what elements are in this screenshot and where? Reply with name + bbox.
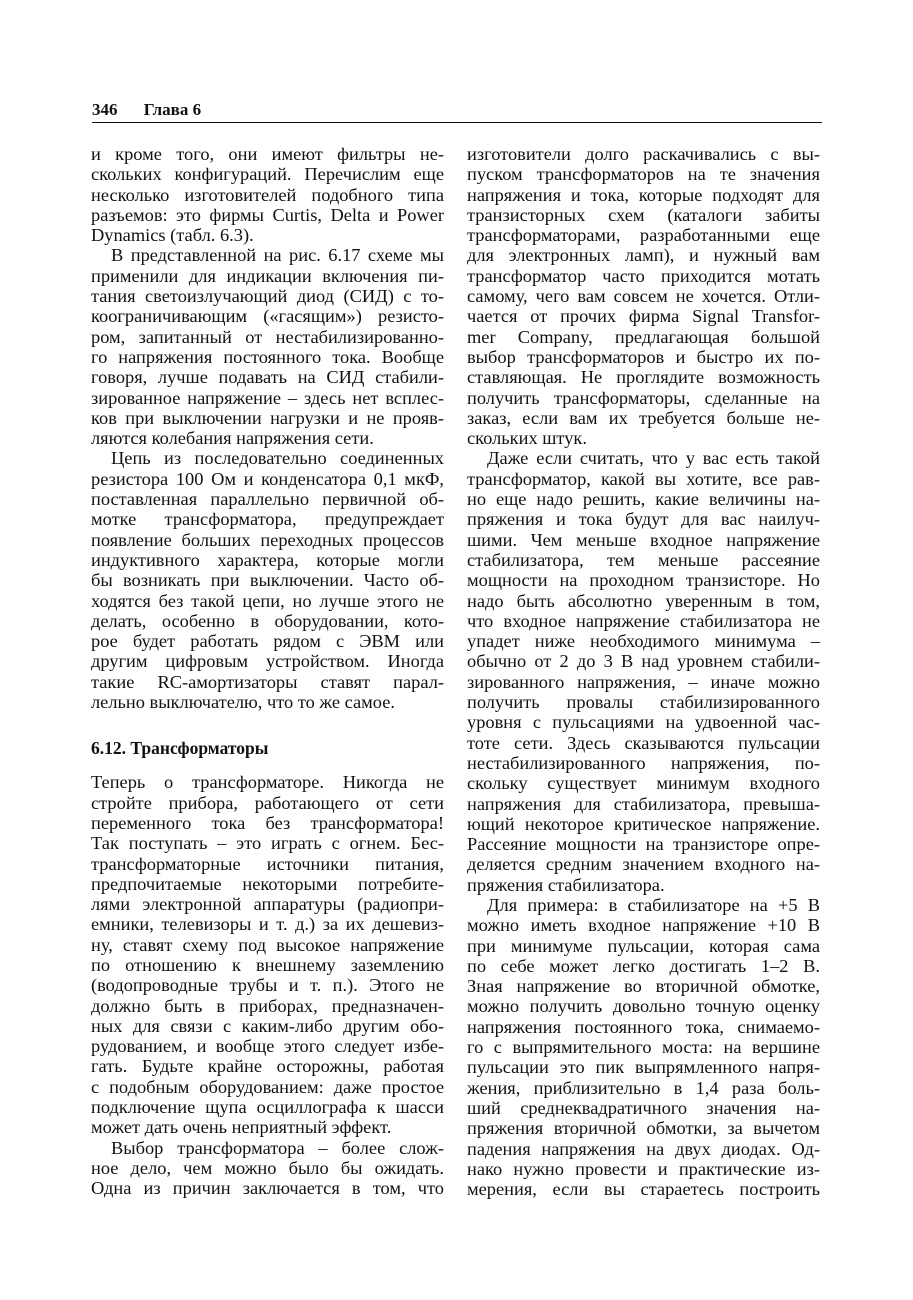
text-line: пряжения и тока будут для вас наилуч- bbox=[467, 509, 820, 530]
text-line: изготовители долго раскачивались с вы- bbox=[467, 144, 820, 164]
text-line: деляется средним значением входного на- bbox=[467, 854, 820, 875]
text-line: трансформатор часто приходится мотать bbox=[467, 265, 820, 286]
text-line: го с выпрямительного моста: на вершине bbox=[467, 1037, 820, 1058]
text-line: переменного тока без трансформатора! bbox=[91, 812, 444, 833]
text-line: ющий некоторое критическое напряжение. bbox=[467, 813, 820, 834]
text-line: по отношению к внешнему заземлению bbox=[91, 954, 444, 975]
text-line: скольких конфигураций. Перечислим еще bbox=[91, 164, 444, 185]
text-line: резистора 100 Ом и конденсатора 0,1 мкФ, bbox=[91, 468, 444, 489]
paragraph bbox=[91, 144, 444, 245]
text-line: надо быть абсолютно уверенным в том, bbox=[467, 590, 820, 611]
text-line: другим цифровым устройством. Иногда bbox=[91, 651, 444, 672]
text-line: стройте прибора, работающего от сети bbox=[91, 792, 444, 813]
paragraph bbox=[91, 1138, 444, 1199]
text-line: гать. Будьте крайне осторожны, работая bbox=[91, 1056, 444, 1077]
text-line: скольку существует минимум входного bbox=[467, 773, 820, 794]
text-line: коограничивающим («гасящим») резисто- bbox=[91, 306, 444, 327]
text-line: такие RC-амортизаторы ставят парал- bbox=[91, 671, 444, 692]
text-line: жения, приблизительно в 1,4 раза боль- bbox=[467, 1077, 820, 1098]
text-line: выбор трансформаторов и быстро их по- bbox=[467, 346, 820, 367]
text-line: Зная напряжение во вторичной обмотке, bbox=[467, 976, 820, 997]
text-line: что входное напряжение стабилизатора не bbox=[467, 610, 820, 631]
text-line: зированное напряжение – здесь нет всплес- bbox=[91, 387, 444, 408]
text-line: напряжения для стабилизатора, превыша- bbox=[467, 793, 820, 814]
text-line: можно иметь входное напряжение +10 В bbox=[467, 915, 820, 936]
text-line: напряжения и тока, которые подходят для bbox=[467, 184, 820, 205]
text-line: ляются колебания напряжения сети. bbox=[91, 428, 374, 449]
text-line: трансформаторные источники питания, bbox=[91, 853, 444, 874]
chapter-title: Глава 6 bbox=[143, 100, 202, 119]
text-line: Так поступать – это играть с огнем. Бес- bbox=[91, 833, 444, 854]
text-line: стабилизатора, тем меньше рассеяние bbox=[467, 549, 820, 570]
text-line: пряжения вторичной обмотки, за вычетом bbox=[467, 1118, 820, 1139]
text-line: тоте сети. Здесь сказываются пульсации bbox=[467, 732, 820, 753]
text-line: Рассеяние мощности на транзисторе опре- bbox=[467, 834, 820, 855]
text-line: В представленной на рис. 6.17 схеме мы bbox=[111, 245, 444, 266]
text-line: Теперь о трансформаторе. Никогда не bbox=[91, 772, 444, 793]
text-line: говоря, лучше подавать на СИД стабили- bbox=[91, 367, 444, 388]
text-line: рудованием, и вообще этого следует избе- bbox=[91, 1036, 444, 1057]
text-line: но еще надо решить, какие величины на- bbox=[467, 489, 820, 510]
text-line: пульсации это пик выпрямленного напря- bbox=[467, 1057, 820, 1078]
text-line: рое будет работать рядом с ЭВМ или bbox=[91, 631, 444, 652]
text-line: mer Company, предлагающая большой bbox=[467, 326, 820, 347]
text-line: Выбор трансформатора – более слож- bbox=[111, 1137, 444, 1158]
text-line: скольких штук. bbox=[467, 428, 587, 449]
page-number: 346 bbox=[92, 100, 118, 119]
text-line: пряжения стабилизатора. bbox=[467, 874, 665, 895]
text-line: Dynamics (табл. 6.3). bbox=[91, 225, 254, 246]
text-line: мощности на проходном транзисторе. Но bbox=[467, 570, 820, 591]
text-line: появление больших переходных процессов bbox=[91, 529, 444, 550]
text-line: для электронных ламп), и нужный вам bbox=[467, 245, 820, 266]
text-line: бы возникать при выключении. Часто об- bbox=[91, 570, 444, 591]
text-line: разъемов: это фирмы Curtis, Delta и Power bbox=[91, 204, 444, 225]
text-line: поставленная параллельно первичной об- bbox=[91, 489, 444, 510]
text-line: напряжения постоянного тока, снимаемо- bbox=[467, 1016, 820, 1037]
left-column bbox=[91, 144, 444, 1199]
text-line: Для примера: в стабилизаторе на +5 В bbox=[487, 894, 820, 915]
text-line: го напряжения постоянного тока. Вообще bbox=[91, 346, 444, 367]
text-line: по себе может легко достигать 1–2 В. bbox=[467, 955, 820, 976]
text-line: ных для связи с каким-либо другим обо- bbox=[91, 1015, 444, 1036]
text-line: падения напряжения на двух диодах. Од- bbox=[467, 1138, 820, 1159]
text-line: ну, ставят схему под высокое напряжение bbox=[91, 934, 444, 955]
text-line: Одна из причин заключается в том, что bbox=[91, 1178, 444, 1199]
text-line: должно быть в приборах, предназначен- bbox=[91, 995, 444, 1016]
text-line: уровня с пульсациями на удвоенной час- bbox=[467, 712, 820, 733]
text-line: Даже если считать, что у вас есть такой bbox=[487, 448, 820, 469]
text-line: нако нужно провести и практические из- bbox=[467, 1158, 820, 1179]
text-line: получить провалы стабилизированного bbox=[467, 692, 820, 713]
text-line: емники, телевизоры и т. д.) за их дешевиз- bbox=[91, 914, 444, 935]
paragraph bbox=[91, 772, 444, 1137]
text-line: может дать очень неприятный эффект. bbox=[91, 1117, 392, 1138]
text-line: трансформатор, какой вы хотите, все рав- bbox=[467, 468, 820, 489]
text-line: ставляющая. Не проглядите возможность bbox=[467, 367, 820, 388]
text-line: зированного напряжения, – иначе можно bbox=[467, 671, 820, 692]
text-line: чается от прочих фирма Signal Transfor- bbox=[467, 306, 820, 327]
right-column bbox=[467, 144, 820, 1199]
text-line: индуктивного характера, которые могли bbox=[91, 549, 444, 570]
text-line: трансформаторами, разработанными еще bbox=[467, 225, 820, 246]
text-line: с подобным оборудованием: даже простое bbox=[91, 1076, 444, 1097]
paragraph bbox=[467, 144, 820, 448]
text-line: обычно от 2 до 3 В над уровнем стабили- bbox=[467, 651, 820, 672]
text-line: предпочитаемые некоторыми потребите- bbox=[91, 873, 444, 894]
text-line: Цепь из последовательно соединенных bbox=[111, 448, 444, 469]
text-line: упадет ниже необходимого минимума – bbox=[467, 631, 820, 652]
text-line: пуском трансформаторов на те значения bbox=[467, 164, 820, 185]
text-line: при минимуме пульсации, которая сама bbox=[467, 935, 820, 956]
text-line: шими. Чем меньше входное напряжение bbox=[467, 529, 820, 550]
text-line: лями электронной аппаратуры (радиопри- bbox=[91, 894, 444, 915]
text-line: лельно выключателю, что то же самое. bbox=[91, 692, 395, 713]
text-line: самому, чего вам совсем не хочется. Отли- bbox=[467, 286, 820, 307]
text-line: подключение щупа осциллографа к шасси bbox=[91, 1097, 444, 1118]
text-line: мерения, если вы стараетесь построить bbox=[467, 1179, 820, 1200]
text-line: заказ, если вам их требуется больше не- bbox=[467, 407, 820, 428]
section-heading: 6.12. Трансформаторы bbox=[91, 738, 269, 759]
text-line: ший среднеквадратичного значения на- bbox=[467, 1097, 820, 1118]
paragraph bbox=[467, 895, 820, 1199]
text-line: тания светоизлучающий диод (СИД) с то- bbox=[91, 286, 444, 307]
text-line: применили для индикации включения пи- bbox=[91, 265, 444, 286]
text-line: (водопроводные трубы и т. п.). Этого не bbox=[91, 975, 444, 996]
text-line: ходятся без такой цепи, но лучше этого не bbox=[91, 590, 444, 611]
text-line: несколько изготовителей подобного типа bbox=[91, 184, 444, 205]
paragraph bbox=[467, 448, 820, 895]
text-line: получить трансформаторы, сделанные на bbox=[467, 387, 820, 408]
text-line: транзисторных схем (каталоги забиты bbox=[467, 204, 820, 225]
paragraph bbox=[91, 448, 444, 712]
text-line: ное дело, чем можно было бы ожидать. bbox=[91, 1157, 444, 1178]
text-line: нестабилизированного напряжения, по- bbox=[467, 752, 820, 773]
text-line: делать, особенно в оборудовании, кото- bbox=[91, 610, 444, 631]
paragraph bbox=[91, 245, 444, 448]
text-line: мотке трансформатора, предупреждает bbox=[91, 509, 444, 530]
text-line: ков при выключении нагрузки и не прояв- bbox=[91, 407, 444, 428]
text-line: ром, запитанный от нестабилизированно- bbox=[91, 326, 444, 347]
running-header bbox=[92, 100, 822, 123]
text-line: и кроме того, они имеют фильтры не- bbox=[91, 144, 444, 164]
text-line: можно получить довольно точную оценку bbox=[467, 996, 820, 1017]
